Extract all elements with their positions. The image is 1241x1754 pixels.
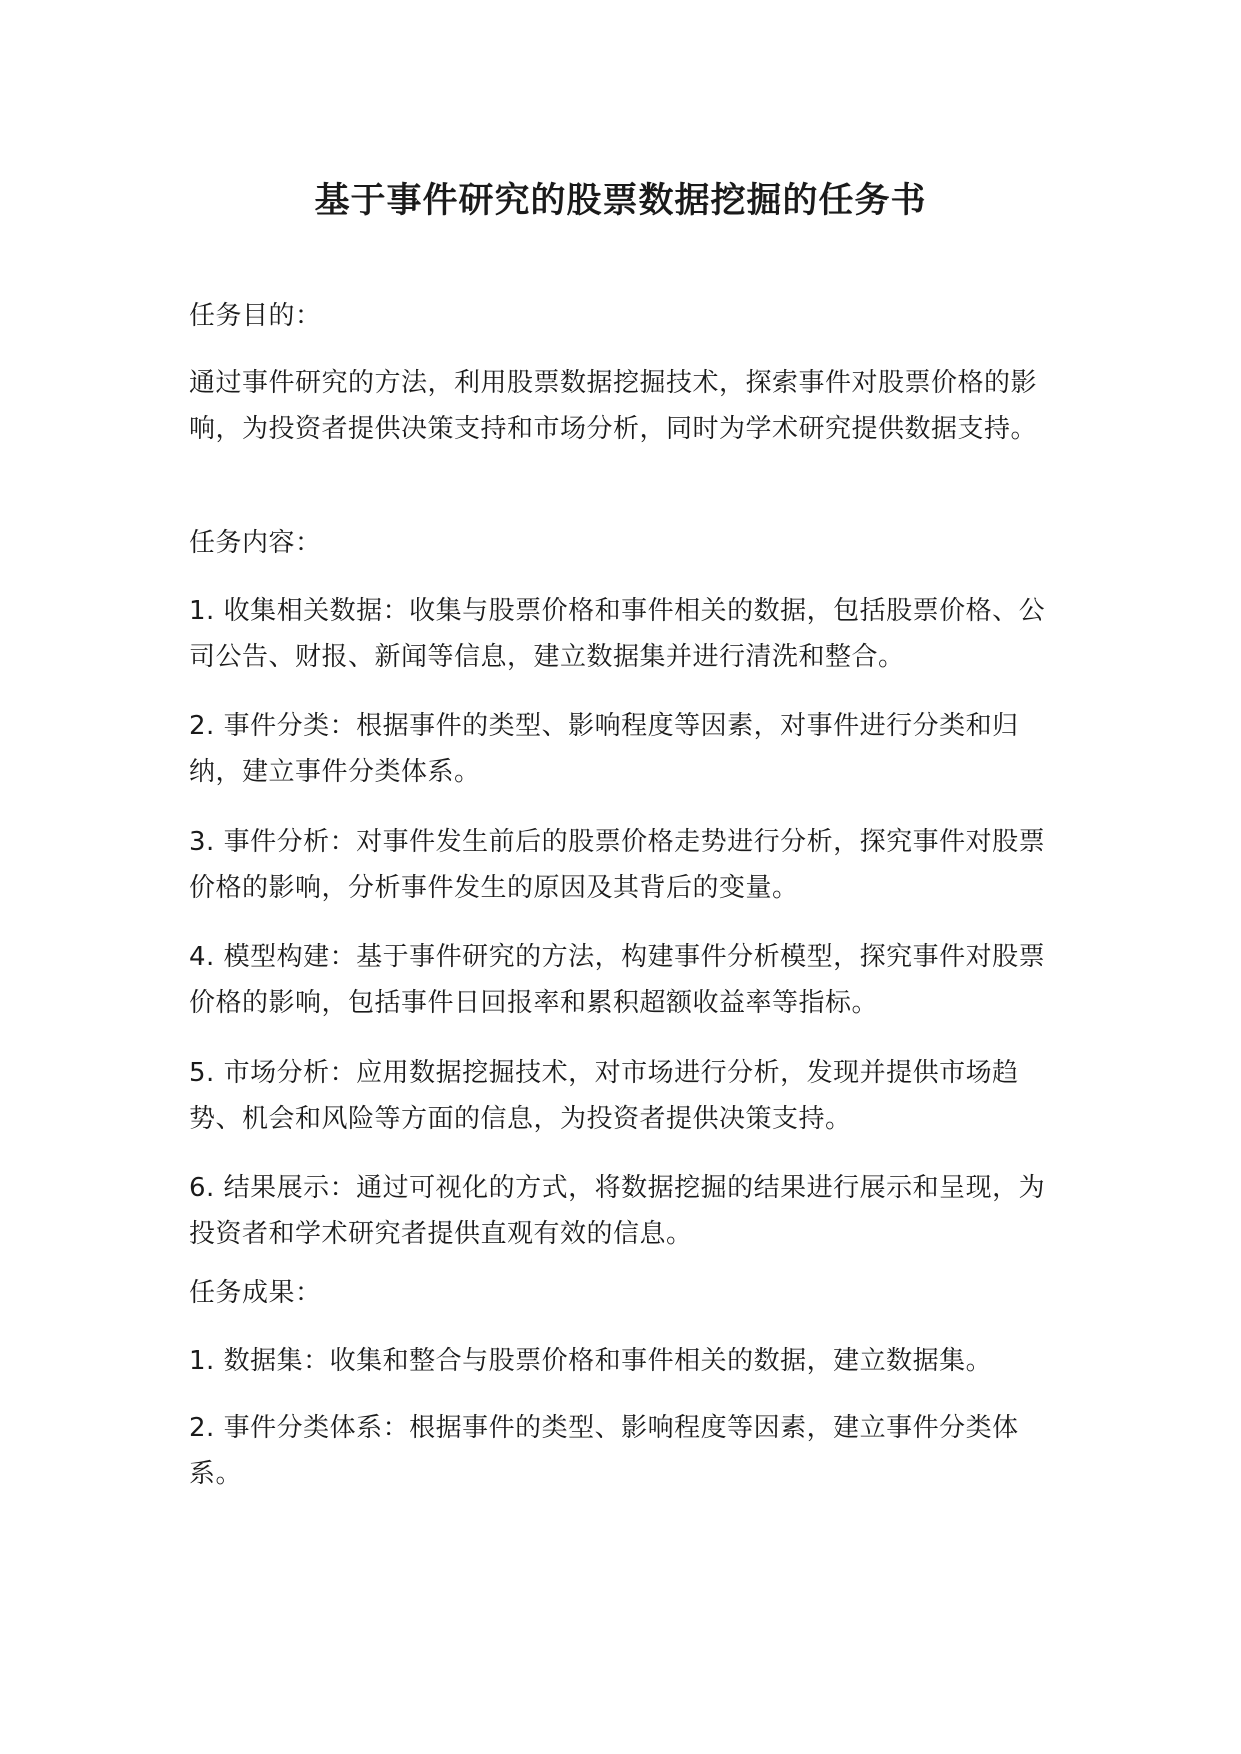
results-list-item: 1. 数据集：收集和整合与股票价格和事件相关的数据，建立数据集。 — [189, 1346, 993, 1376]
purpose-paragraph: 通过事件研究的方法，利用股票数据挖掘技术，探索事件对股票价格的影响，为投资者提供决策支持和市场分析，同时为学术研究提供数据支持。 — [189, 368, 1038, 444]
results-list-item: 2. 事件分类体系：根据事件的类型、影响程度等因素，建立事件分类体系。 — [189, 1413, 1019, 1489]
section-heading-results: 任务成果： — [189, 1278, 322, 1308]
section-heading-purpose: 任务目的： — [189, 301, 322, 331]
content-list-item: 1. 收集相关数据：收集与股票价格和事件相关的数据，包括股票价格、公司公告、财报、新闻等信息，建立数据集并进行清洗和整合。 — [189, 596, 1046, 672]
content-list-item: 5. 市场分析：应用数据挖掘技术，对市场进行分析，发现并提供市场趋势、机会和风险等方面的信息，为投资者提供决策支持。 — [189, 1058, 1019, 1134]
document-title: 基于事件研究的股票数据挖掘的任务书 — [314, 181, 927, 221]
content-list-item: 2. 事件分类：根据事件的类型、影响程度等因素，对事件进行分类和归纳，建立事件分类体系。 — [189, 711, 1019, 787]
content-list-item: 4. 模型构建：基于事件研究的方法，构建事件分析模型，探究事件对股票价格的影响，包括事件日回报率和累积超额收益率等指标。 — [189, 942, 1046, 1018]
content-list-item: 3. 事件分析：对事件发生前后的股票价格走势进行分析，探究事件对股票价格的影响，分析事件发生的原因及其背后的变量。 — [189, 827, 1046, 903]
section-heading-content: 任务内容： — [189, 528, 322, 558]
content-list-item: 6. 结果展示：通过可视化的方式，将数据挖掘的结果进行展示和呈现，为投资者和学术研究者提供直观有效的信息。 — [189, 1173, 1046, 1249]
